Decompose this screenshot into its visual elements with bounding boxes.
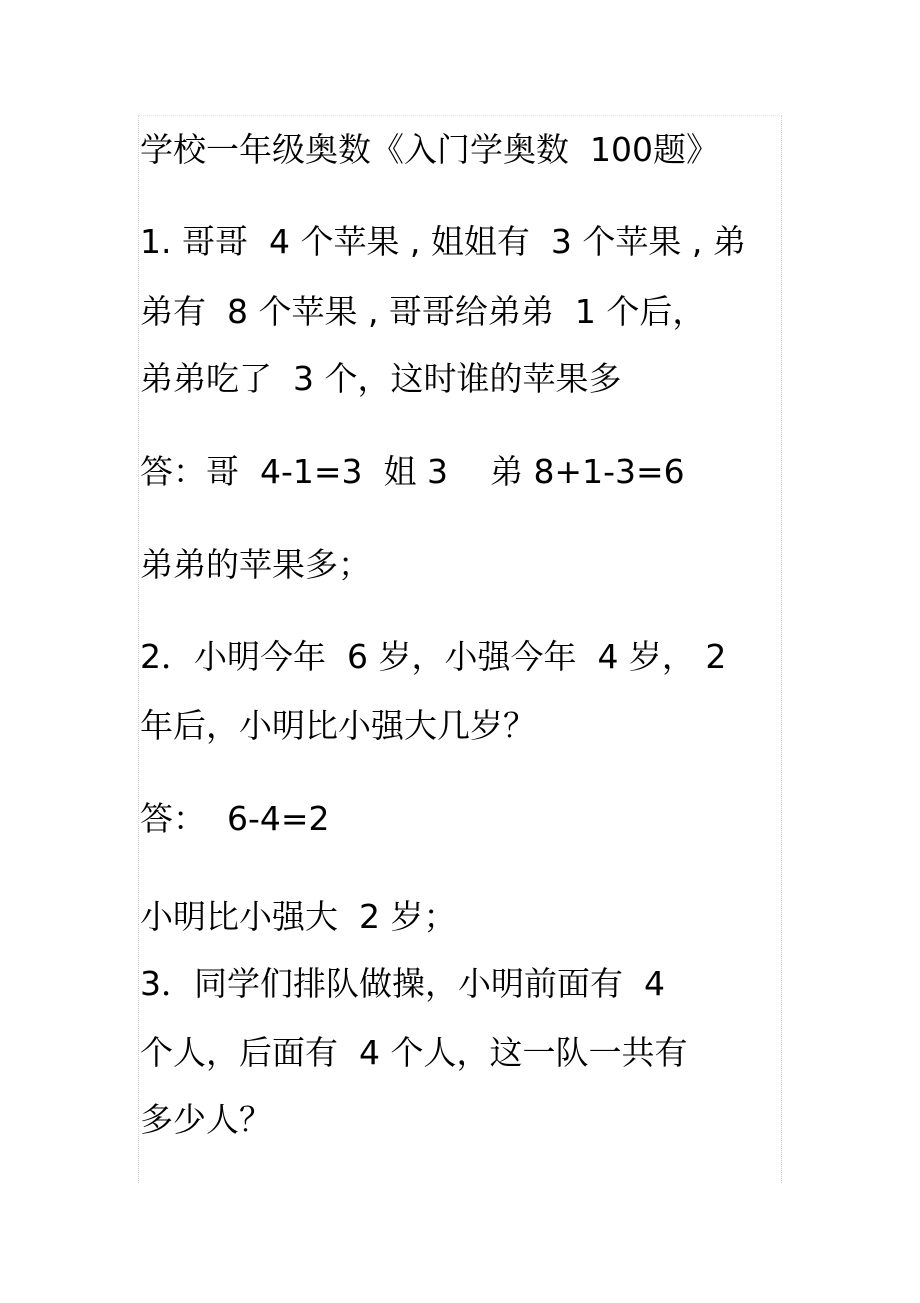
problem-2-line-2: 年后，小明比小强大几岁？ <box>140 706 536 745</box>
problem-3-line-1: 3．同学们排队做操，小明前面有 4 <box>140 964 665 1003</box>
document-title: 学校一年级奥数《入门学奥数 100题》 <box>140 130 719 169</box>
answer-1-line-2: 弟弟的苹果多； <box>140 545 371 584</box>
problem-3-line-3: 多少人？ <box>140 1100 272 1139</box>
answer-2-line-1: 答： 6-4=2 <box>140 799 330 838</box>
problem-3-line-2: 个人，后面有 4 个人，这一队一共有 <box>140 1033 688 1072</box>
answer-2-line-2: 小明比小强大 2 岁； <box>140 897 457 936</box>
problem-1-line-3: 弟弟吃了 3 个，这时谁的苹果多 <box>140 359 622 398</box>
problem-1-line-2: 弟有 8 个苹果 , 哥哥给弟弟 1 个后， <box>140 292 706 331</box>
problem-2-line-1: 2．小明今年 6 岁，小强今年 4 岁， 2 <box>140 637 727 676</box>
answer-1-line-1: 答：哥 4-1=3 姐 3 弟 8+1-3=6 <box>140 452 685 491</box>
problem-1-line-1: 1. 哥哥 4 个苹果 , 姐姐有 3 个苹果 , 弟 <box>140 222 746 261</box>
